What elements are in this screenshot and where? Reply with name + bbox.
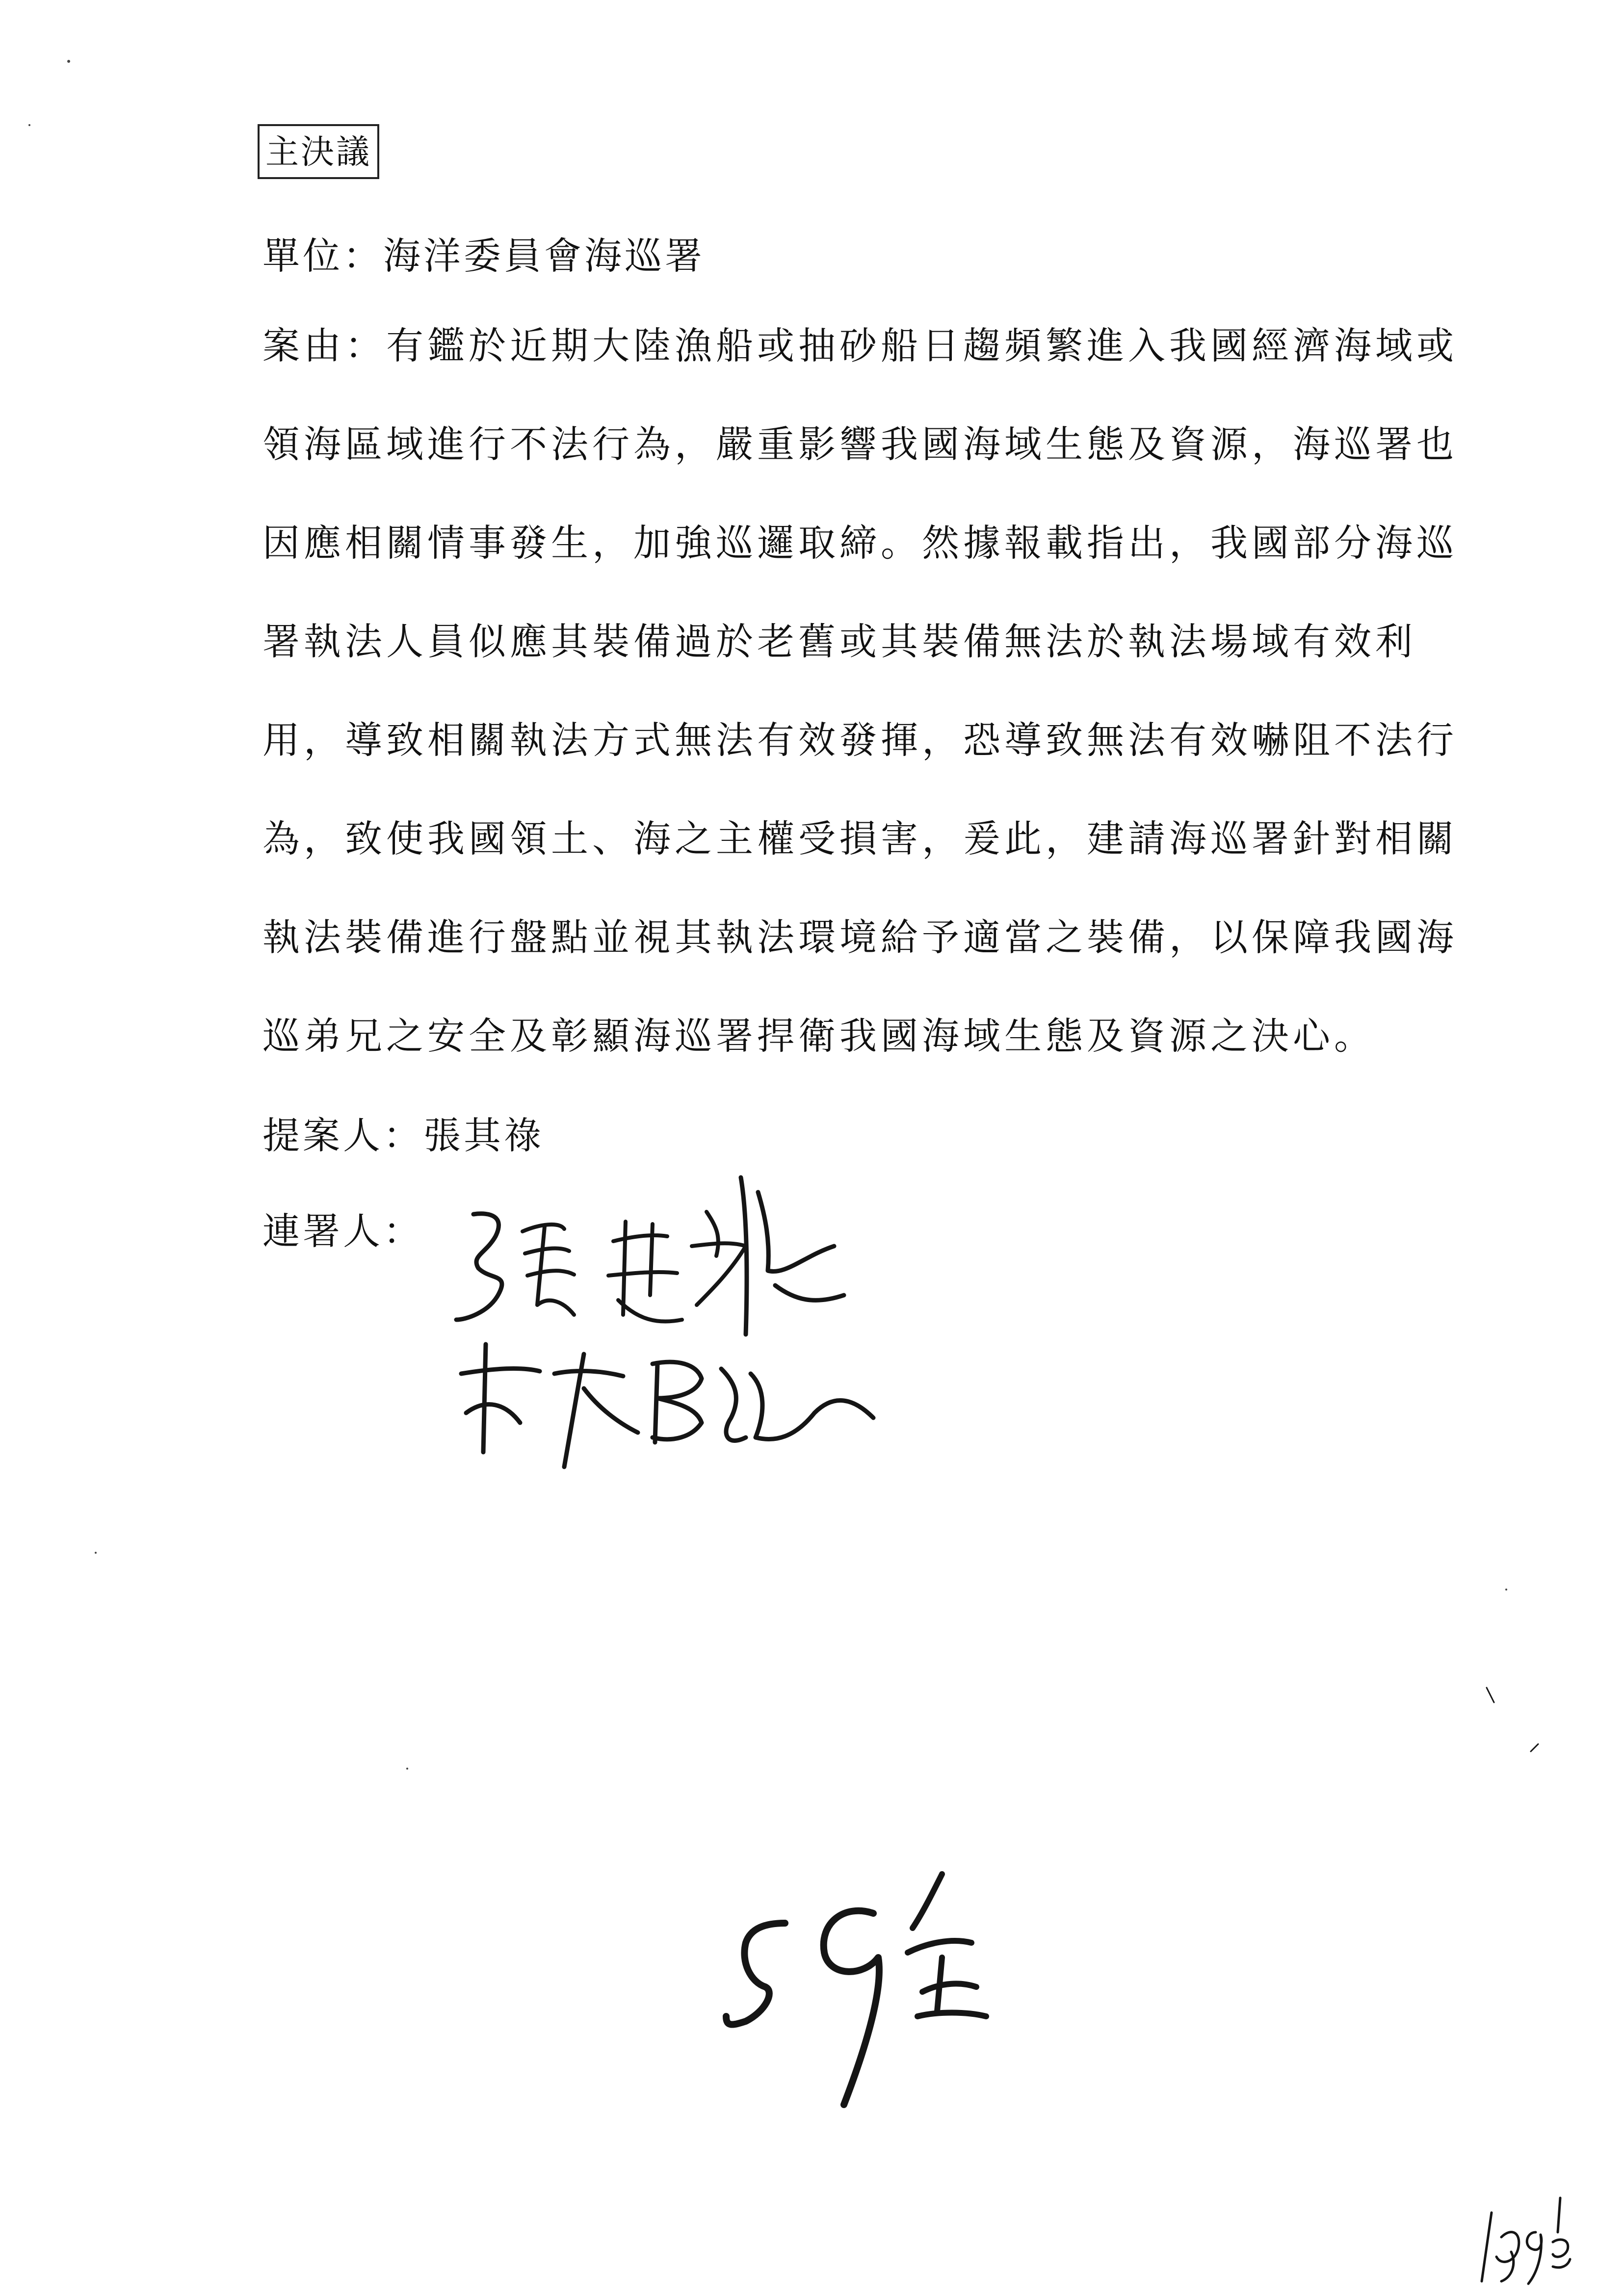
cosigners-line: [262, 1209, 423, 1253]
proposer-label: 提案人：: [262, 1114, 423, 1157]
case-text: 有鑑於近期大陸漁船或抽砂船日趨頻繁進入我國經濟海域或: [386, 324, 1458, 367]
page-number-mark: [1482, 2198, 1570, 2284]
signature-2: [461, 1344, 873, 1467]
proposer-name: 張其祿: [423, 1114, 544, 1157]
case-line: 領海區域進行不法行為，嚴重影響我國海域生態及資源，海巡署也: [262, 422, 1458, 466]
case-line: 署執法人員似應其裝備過於老舊或其裝備無法於執法場域有效利: [262, 620, 1416, 663]
case-line: 為，致使我國領土、海之主權受損害，爰此，建請海巡署針對相關: [262, 817, 1458, 861]
case-line: 執法裝備進行盤點並視其執法環境給予適當之裝備，以保障我國海: [262, 915, 1458, 959]
unit-label: 單位：: [262, 234, 383, 278]
cosigners-label: 連署人：: [262, 1209, 423, 1253]
case-line: 巡弟兄之安全及彰顯海巡署捍衛我國海域生態及資源之決心。: [262, 1014, 1375, 1058]
case-label: 案由：: [262, 324, 386, 367]
proposer-line: [262, 1114, 544, 1158]
resolution-heading: 主決議: [258, 124, 379, 179]
unit-line: [262, 234, 705, 278]
case-line: 因應相關情事發生，加強巡邏取締。然據報載指出，我國部分海巡: [262, 521, 1458, 565]
case-paragraph: [262, 324, 1458, 1113]
unit-value: 海洋委員會海巡署: [383, 234, 705, 278]
signature-1: [456, 1177, 844, 1334]
tally-mark: [726, 1874, 986, 2105]
case-line: [262, 324, 1458, 422]
case-line: 用，導致相關執法方式無法有效發揮，恐導致無法有效嚇阻不法行: [262, 718, 1458, 762]
